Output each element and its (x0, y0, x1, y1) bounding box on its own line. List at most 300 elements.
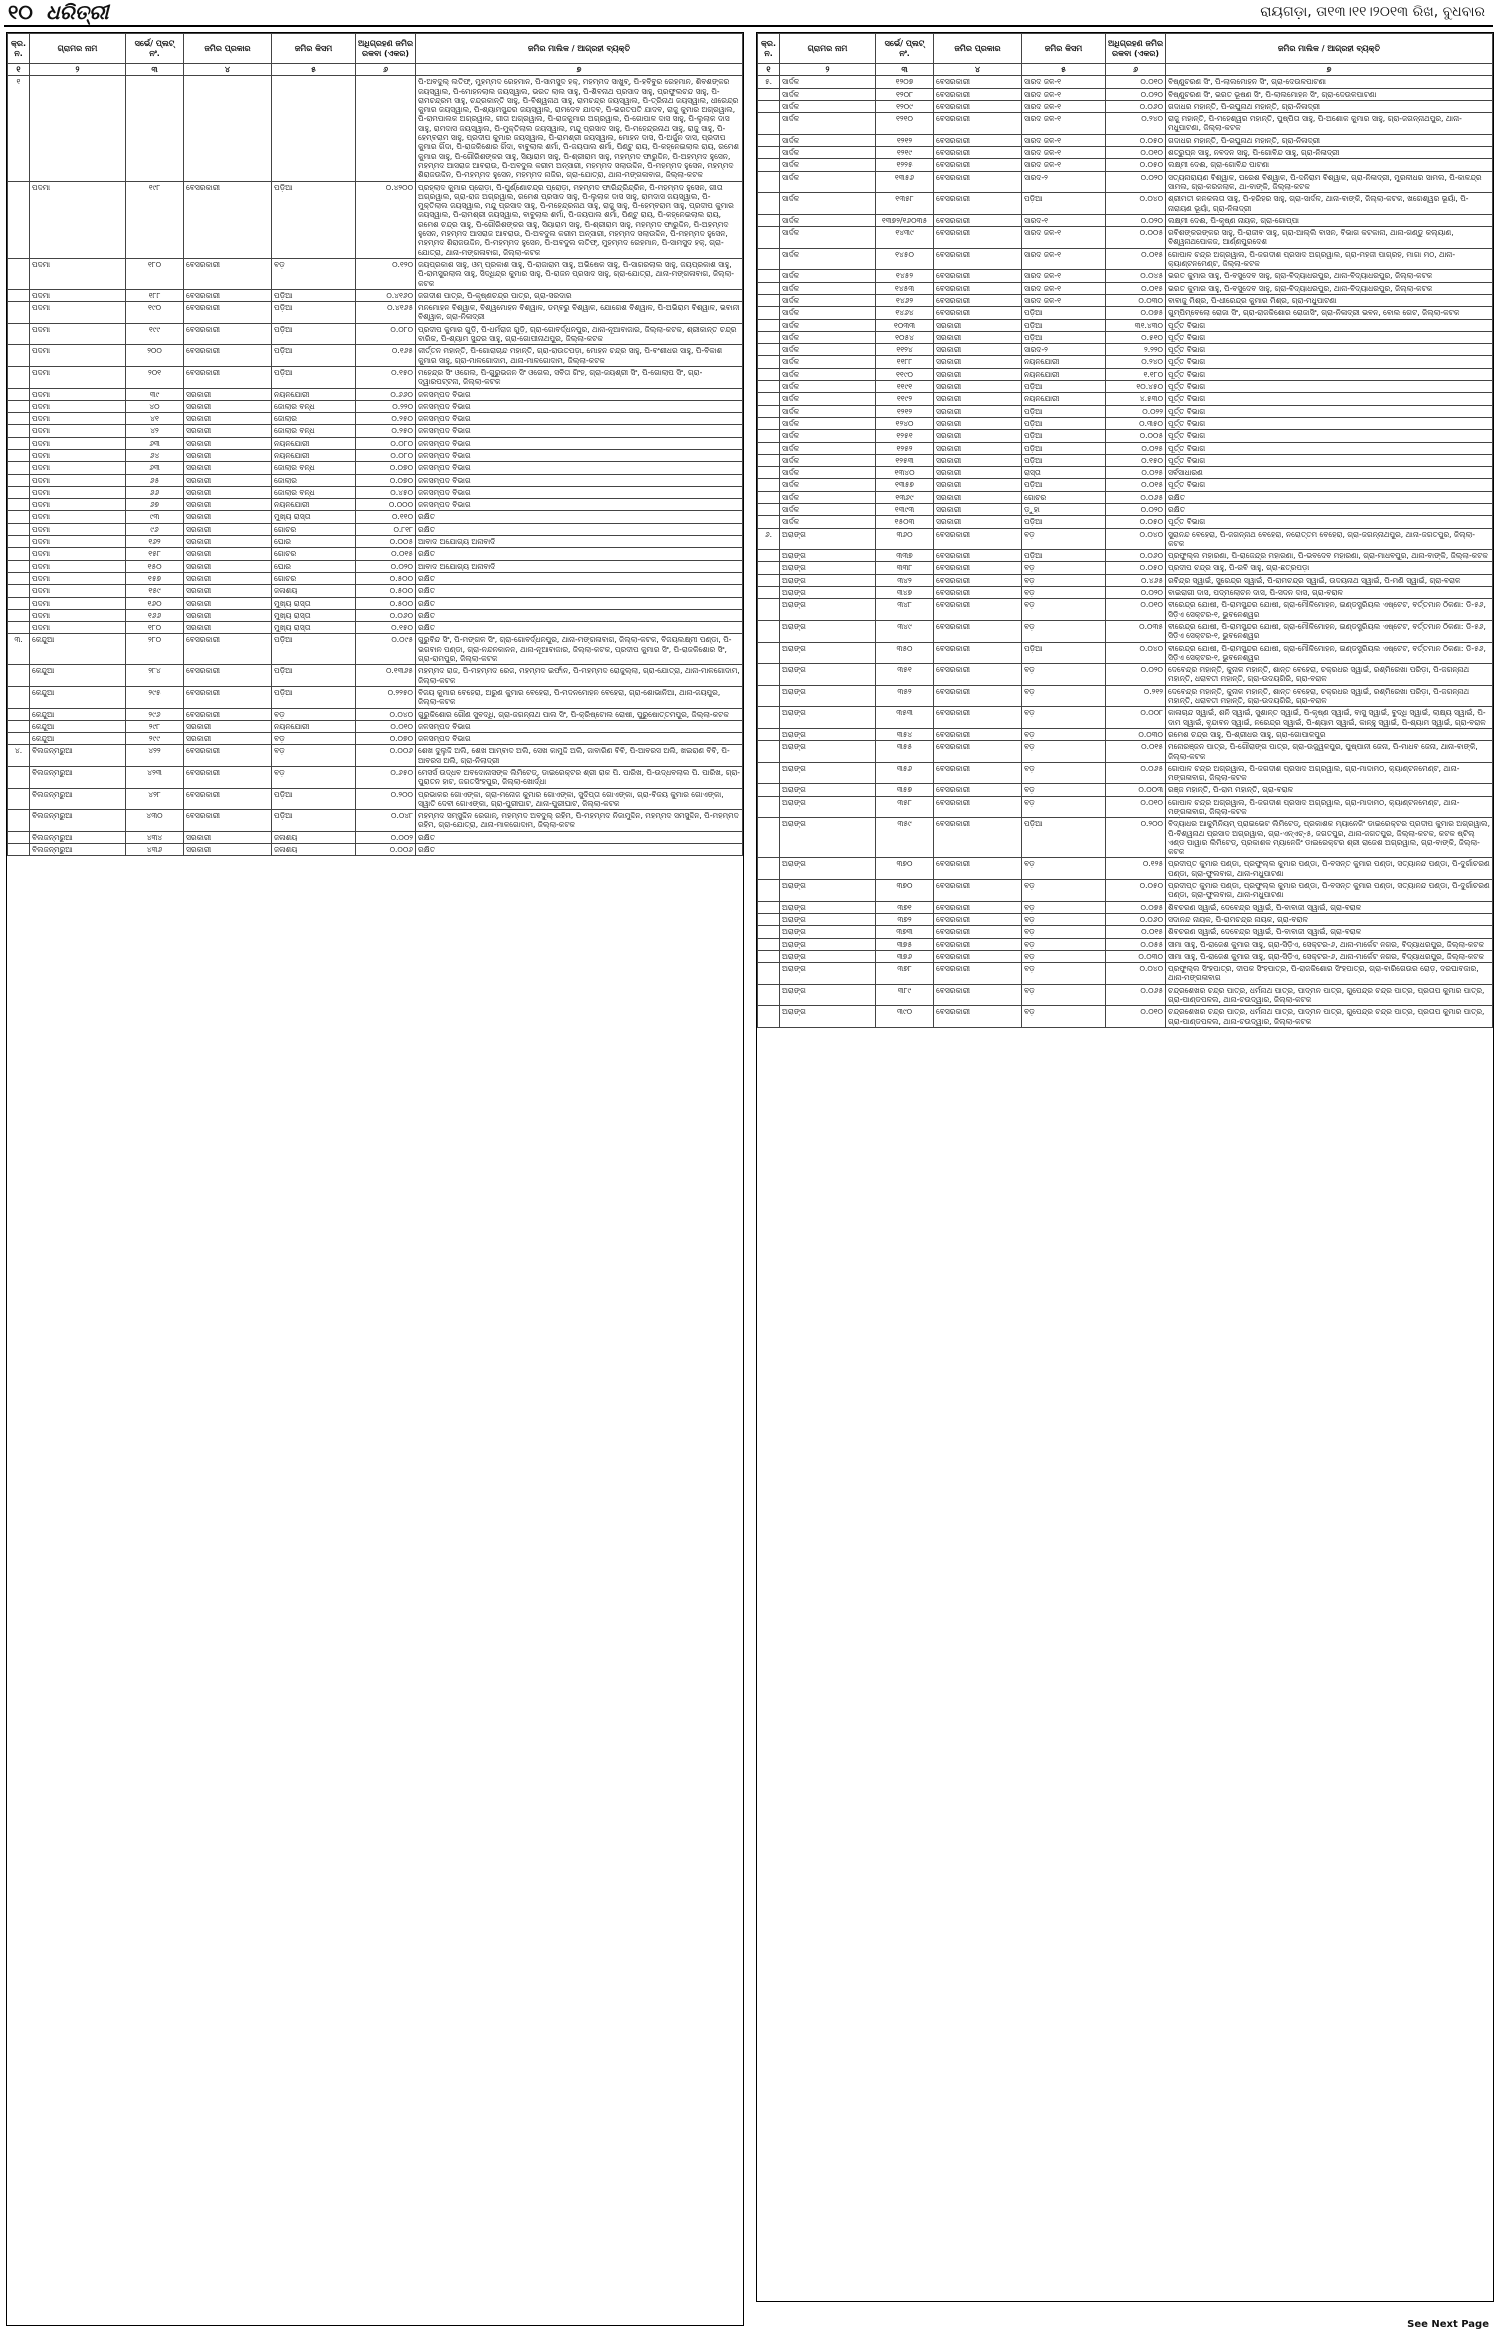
table-row (8, 400, 743, 412)
cell-kisam: ପଡ଼ିଆ (272, 686, 356, 708)
cell-serial (758, 926, 780, 938)
cell-village: କେନ୍ଦୁଆ (30, 720, 126, 732)
cell-serial (758, 620, 780, 642)
cell-owner: ପ୍ରଦୀପ କୁମାର ଗୁଡ଼ି, ପି-ଧର୍ମରାଜ ଗୁଡ଼ି, ଗ୍ରା-ଗୋବର୍ଦ୍ଧନପୁର, ଥାନା-ନୂଆବାଜାର, ଜିଲ୍ଲା-କଟକ, ଶ୍ରୀକାନ୍ତ ଚନ୍ଦ୍ର ବାରିକ, ପି-ଶ୍ୟାମ ସୁନ୍ଦର ସାହୁ, ଗ୍ରା-ଗୋପୀନାଥପୁର, ଜିଲ୍ଲା-କଟକ (416, 323, 743, 345)
cell-plot: ୬୭ (126, 499, 184, 511)
cell-area: ୦.୨୧୨ (1106, 685, 1166, 707)
table-row (8, 686, 743, 708)
cell-village: ସାର୍ଦଳ (780, 214, 876, 226)
cell-village: କେନ୍ଦୁଆ (30, 733, 126, 745)
cell-serial (758, 587, 780, 599)
table-row (758, 574, 1493, 586)
cell-plot: ୧୩୫୮ (876, 193, 934, 215)
cell-kisam: ପଡ଼ିଆ (1022, 417, 1106, 429)
cell-owner: ପୂର୍ତ୍ତ ବିଭାଗ (1166, 368, 1493, 380)
cell-land-type: ବେସରକାରୀ (934, 574, 1022, 586)
header-land-type: ଜମିର ପ୍ରକାର (184, 34, 272, 64)
cell-owner: ପୂର୍ତ୍ତ ବିଭାଗ (1166, 442, 1493, 454)
cell-plot: ୧୧୯୦ (876, 368, 934, 380)
cell-kisam: ବଡ଼ (1022, 858, 1106, 880)
cell-area: ୦.୦୨୦ (1106, 88, 1166, 100)
cell-owner: ରକ୍ଷିତ (416, 831, 743, 843)
cell-area: ୦.୫୧୦ (1106, 331, 1166, 343)
cell-owner: ପ୍ରଭାକର ଗୋଏଙ୍କା, ଗ୍ରା-ମନୋଜ କୁମାର ଗୋଏଙ୍କା, ସୁଦିପ୍ତା ଗୋଏଙ୍କା, ଗ୍ରା-ବିଜୟ କୁମାର ଗୋଏଙ୍କା, ସ୍ୱାତି ଦେବୀ ଗୋଏଙ୍କା, ଗ୍ରା-ପୁରୀଘାଟ, ଥାନା-ପୁରୀଘାଟ, ଜିଲ୍ଲା-କଟକ (416, 788, 743, 810)
cell-village: ପଦମା (30, 413, 126, 425)
cell-village: ସାର୍ଦଳ (780, 88, 876, 100)
cell-village: ପଦମା (30, 523, 126, 535)
cell-kisam: ଗୋଚର (272, 572, 356, 584)
cell-village: ଅରାଙ୍ଗ (780, 562, 876, 574)
cell-village: ସାର୍ଦଳ (780, 417, 876, 429)
table-row (8, 585, 743, 597)
cell-village: ଅରାଙ୍ଗ (780, 574, 876, 586)
cell-serial (758, 307, 780, 319)
cell-plot: ୩୫୫ (876, 741, 934, 763)
cell-village: ପଦମା (30, 499, 126, 511)
cell-land-type: ସରକାରୀ (934, 430, 1022, 442)
cell-serial (8, 323, 30, 345)
cell-village: ସାର୍ଦଳ (780, 454, 876, 466)
cell-serial (758, 491, 780, 503)
cell-owner: ପ୍ରଦୀପ୍ତ କୁମାର ପଣ୍ଡା, ପ୍ରଫୁଲ୍ଲ କୁମାର ପଣ୍ଡା, ପି-ବସନ୍ତ କୁମାର ପଣ୍ଡା, ସତ୍ୟାନନ୍ଦ ପଣ୍ଡା, ପି-ଦୁର୍ଗାଚରଣ ପଣ୍ଡା, ଗ୍ରା-ଫୁଲବାଗ, ଥାନା-ମଧୁପାଟଣା (1166, 880, 1493, 902)
cell-kisam: ନୟନଯୋରୀ (1022, 368, 1106, 380)
cell-plot: ୨୮୪ (126, 665, 184, 687)
table-row (758, 294, 1493, 306)
cell-owner: ଗୁରୁବିନ୍ଦ ସିଂ, ପି-ମଙ୍ଗଳ ସିଂ, ଗ୍ରା-ଗୋବର୍ଦ୍ଧନପୁର, ଥାନା-ମଙ୍ଗଳାବାଗ, ଜିଲ୍ଲା-କଟକ, ବିଜୟଲକ୍ଷ୍ମୀ ପଣ୍ଡା, ପି-ଭଗବାନ ପଣ୍ଡା, ଗ୍ରା-ନନ୍ଦନକାନନ, ଥାନା-ନୂଆବାଜାର, ଜିଲ୍ଲା-କଟକ, ପ୍ରଦୀପ କୁମାର ସିଂ, ପି-ରାଜକିଶୋର ସିଂ, ଗ୍ରା-ରାମପୁର, ଜିଲ୍ଲା-କଟକ (416, 634, 743, 665)
masthead (0, 0, 1497, 24)
cell-owner: ପୂର୍ତ୍ତ ବିଭାଗ (1166, 331, 1493, 343)
cell-kisam: ରାସ୍ତା (1022, 467, 1106, 479)
cell-kisam (272, 76, 356, 181)
cell-land-type: ବେସରକାରୀ (934, 950, 1022, 962)
table-row (758, 100, 1493, 112)
cell-serial (758, 741, 780, 763)
cell-kisam: ପଡ଼ିଆ (1022, 307, 1106, 319)
cell-serial (758, 171, 780, 193)
cell-owner: ଗୋପାଳ ଚନ୍ଦ୍ର ଅଗ୍ରୱାଲ, ପି-ଜଗଦୀଶ ପ୍ରସାଦ ଅଗ୍ରୱାଲ, ଗ୍ରା-ମାଦାମଠ, କ୍ୟାଣ୍ଟନମେଣ୍ଟ, ଥାନା-ମଙ୍ଗଳାବାଗ, ଜିଲ୍ଲା-କଟକ (1166, 762, 1493, 784)
cell-owner: ରବିନ୍ଦ୍ର ସ୍ୱାଇଁ, ସୁରେନ୍ଦ୍ର ସ୍ୱାଇଁ, ପି-ରାମଚନ୍ଦ୍ର ସ୍ୱାଇଁ, ଉଦୟନାଥ ସ୍ୱାଇଁ, ପି-ମଣି ସ୍ୱାଇଁ, ଗ୍ରା-ବରାଳ (1166, 574, 1493, 586)
right-column (756, 32, 1494, 2302)
cell-plot: ୩୫୩ (876, 707, 934, 729)
table-header-row (8, 34, 743, 64)
column-number-row (758, 64, 1493, 76)
cell-village: ପଦମା (30, 258, 126, 289)
cell-land-type: ସରକାରୀ (934, 503, 1022, 515)
cell-area: ୦.୧୨୦ (356, 258, 416, 289)
cell-kisam: ଜଳାଶୟ (272, 585, 356, 597)
table-row (8, 560, 743, 572)
cell-area: ୦.୦୫୦ (1106, 562, 1166, 574)
cell-village: ସାର୍ଦଳ (780, 368, 876, 380)
cell-kisam: ବଡ଼ (1022, 938, 1106, 950)
cell-owner: ଶିବଚରଣ ସ୍ୱାଇଁ, ଦେବେନ୍ଦ୍ର ସ୍ୱାଇଁ, ପି-ବାବାଜୀ ସ୍ୱାଇଁ, ଗ୍ରା-ବରାଳ (1166, 926, 1493, 938)
cell-area: ୦.୦୨୦ (1106, 171, 1166, 193)
cell-kisam: ପଡ଼ିଆ (1022, 642, 1106, 664)
cell-land-type: ବେସରକାରୀ (934, 100, 1022, 112)
cell-village: ଅରାଙ୍ଗ (780, 938, 876, 950)
cell-area: ୦.୫୦୦ (356, 585, 416, 597)
cell-plot: ୧୫୦୩ (876, 516, 934, 528)
cell-area: ୦.୦୬୦ (356, 609, 416, 621)
cell-serial (8, 686, 30, 708)
table-row (758, 685, 1493, 707)
cell-owner: ଜଳସମ୍ପଦ ବିଭାଗ (416, 720, 743, 732)
cell-kisam: ବଡ଼ (272, 708, 356, 720)
cell-kisam: ସାରଦ ଜଳ-୧ (1022, 76, 1106, 88)
cell-kisam: ନୟନଯୋରୀ (272, 437, 356, 449)
cell-owner: ଲକ୍ଷ୍ମୀ ଦେଈ, ପି-କୃଷ୍ଣ ନାୟକ, ଗ୍ରା-ଗୋପ୍ପା (1166, 214, 1493, 226)
column-number: ୬ (356, 64, 416, 76)
cell-land-type: ବେସରକାରୀ (934, 664, 1022, 686)
cell-kisam: ମୁଖ୍ୟ ରାସ୍ତା (272, 609, 356, 621)
cell-land-type: ବେସରକାରୀ (184, 366, 272, 388)
cell-village: ଅରାଙ୍ଗ (780, 685, 876, 707)
cell-owner: ପୂର୍ତ୍ତ ବିଭାଗ (1166, 516, 1493, 528)
table-row (8, 474, 743, 486)
cell-village: ପଦମା (30, 425, 126, 437)
cell-kisam: ନୟନଯୋରୀ (272, 449, 356, 461)
cell-land-type: ବେସରକାରୀ (184, 289, 272, 301)
cell-land-type: ସରକାରୀ (184, 486, 272, 498)
cell-owner: ଜଳସମ୍ପଦ ବିଭାଗ (416, 413, 743, 425)
cell-plot: ୩୯୦ (876, 1006, 934, 1028)
table-row (758, 193, 1493, 215)
cell-area: ୦.୪୧୬୫ (356, 302, 416, 324)
cell-land-type: ସରକାରୀ (184, 536, 272, 548)
cell-serial (758, 319, 780, 331)
cell-area: ୦.୦୦୫ (356, 536, 416, 548)
cell-area: ୦.୦୩୦ (1106, 294, 1166, 306)
cell-serial (8, 788, 30, 810)
column-number: ୧ (8, 64, 30, 76)
cell-kisam: ଘୋର (272, 560, 356, 572)
cell-land-type: ବେସରକାରୀ (934, 741, 1022, 763)
cell-plot: ୧୩୪୦ (876, 467, 934, 479)
cell-area: ୦.୨୨୫୦ (356, 686, 416, 708)
cell-area: ୦.୧୫୦ (356, 622, 416, 634)
cell-land-type: ସରକାରୀ (184, 609, 272, 621)
cell-serial (758, 784, 780, 796)
cell-plot: ୪୩୪ (126, 831, 184, 843)
cell-village: ପଦମା (30, 449, 126, 461)
cell-kisam: ଜୋଲାର ବନ୍ଧ (272, 400, 356, 412)
cell-owner: ପୂର୍ତ୍ତ ବିଭାଗ (1166, 319, 1493, 331)
cell-kisam: ସାରଦ ଜଳ-୧ (1022, 282, 1106, 294)
cell-kisam: ପଡ଼ିଆ (272, 788, 356, 810)
cell-plot: ୩୭୦ (876, 858, 934, 880)
cell-land-type: ସରକାରୀ (934, 516, 1022, 528)
cell-area: ୦.୦୭୦ (356, 733, 416, 745)
cell-kisam: ସାରଦ ଜଳ-୧ (1022, 270, 1106, 282)
cell-kisam: ବଡ଼ (1022, 950, 1106, 962)
cell-serial (758, 356, 780, 368)
cell-land-type: ସରକାରୀ (184, 523, 272, 535)
cell-area: ୦.୦୮୦ (356, 437, 416, 449)
table-row (758, 858, 1493, 880)
cell-kisam: ପଡ଼ିଆ (272, 181, 356, 258)
table-row (758, 926, 1493, 938)
cell-serial (8, 366, 30, 388)
cell-village: ଅରାଙ୍ଗ (780, 858, 876, 880)
cell-land-type: ବେସରକାରୀ (934, 926, 1022, 938)
cell-village: ପଦମା (30, 572, 126, 584)
cell-serial (8, 585, 30, 597)
cell-area: ୦.୦୬୦ (1106, 550, 1166, 562)
cell-area: ୦.୦୧୫ (1106, 926, 1166, 938)
cell-village: ପଦମା (30, 486, 126, 498)
table-row (8, 486, 743, 498)
cell-area: ୦.୦୪୦ (1106, 193, 1166, 215)
cell-owner: ରବିଶଙ୍କରଙ୍କର ସାହୁ, ପି-ରାଜୀବ ସାହୁ, ଗ୍ରା-ଆଲ୍ଲି ବାସନ, ବିଭାଗ କଟକାନା, ଥାନା-ଗଣ୍ଡୁ କଲ୍ୟାଣ, ବିଶ୍ୱନାଥପୋକଜ, ଆର୍ଣ୍ଣପୁରଦେଶ (1166, 227, 1493, 249)
cell-owner: ପୂର୍ତ୍ତ ବିଭାଗ (1166, 479, 1493, 491)
cell-serial (8, 474, 30, 486)
cell-owner: ରକ୍ଷିତ (416, 572, 743, 584)
cell-land-type: ବେସରକାରୀ (934, 685, 1022, 707)
cell-plot: ୩୫୭ (876, 784, 934, 796)
cell-plot: ୨୯୮ (126, 720, 184, 732)
cell-area: ୦.୦୮୦ (356, 323, 416, 345)
cell-serial (758, 331, 780, 343)
cell-serial (8, 622, 30, 634)
table-row (758, 88, 1493, 100)
cell-plot: ୧୨୧୦ (876, 113, 934, 135)
cell-serial (758, 950, 780, 962)
cell-area: ୦.୦୭୫ (1106, 307, 1166, 319)
cell-village: ଅରାଙ୍ଗ (780, 599, 876, 621)
cell-kisam: ନୟନଯୋରୀ (272, 720, 356, 732)
table-row (758, 784, 1493, 796)
header-plot: ସର୍ଭେ/ ପ୍ଲଟ୍ ନଂ. (876, 34, 934, 64)
cell-plot: ୧୨୧୯ (876, 147, 934, 159)
cell-owner: ସୀମା ସାହୁ, ପି-ରାଜେଶ କୁମାର ସାହୁ, ଗ୍ରା-ସିଡ଼ିଏ, ସେକ୍ଟର-୬, ଥାନା-ମାର୍କେଟ ନଗର, ବିଦ୍ୟାଧରପୁର, ଜିଲ୍ଲା-କଟକ (1166, 938, 1493, 950)
table-row (758, 741, 1493, 763)
cell-area: ୦.୮୧୮ (356, 523, 416, 535)
cell-kisam: ଜୋଲାର ବନ୍ଧ (272, 462, 356, 474)
table-row (758, 319, 1493, 331)
cell-village: ସାର୍ଦଳ (780, 467, 876, 479)
cell-land-type: ସରକାରୀ (934, 368, 1022, 380)
cell-kisam: ବଡ଼ (1022, 784, 1106, 796)
cell-land-type: ବେସରକାରୀ (934, 227, 1022, 249)
cell-area: ୦.୦୬୫ (1106, 762, 1166, 784)
cell-owner: ମହେନ୍ଦ୍ର ସିଂ ଓଗେଲ, ପି-ଗୁରୁଭଜନ ସିଂ ଓଗେଲ, ସବିତା ଗିଂହ, ଗ୍ରା-ଜୟଶ୍ରୀ ସିଂ, ପି-ଗୋଲାପ ସିଂ, ଗ୍ରା-ଦ୍ୱାରପଟ୍ଟନା, ଜିଲ୍ଲା-କଟକ (416, 366, 743, 388)
cell-plot: ୬୬ (126, 486, 184, 498)
table-row (8, 597, 743, 609)
cell-serial (8, 844, 30, 856)
cell-village: ପଦମା (30, 345, 126, 367)
cell-land-type: ସରକାରୀ (934, 331, 1022, 343)
cell-owner: ଲକ୍ଷ୍ମୀ ଦେଈ, ଗ୍ରା-ଗୋବିନ୍ଦ ପାଟଣା (1166, 159, 1493, 171)
cell-kisam: ପଡ଼ିଆ (1022, 405, 1106, 417)
cell-kisam: ଗୋଚର (1022, 491, 1106, 503)
cell-plot: ୪୩୬ (126, 844, 184, 856)
cell-serial (758, 984, 780, 1006)
cell-plot: ୩୭୨ (876, 913, 934, 925)
header-village: ଗ୍ରାମର ନାମ (780, 34, 876, 64)
table-row (758, 664, 1493, 686)
header-land-type: ଜମିର ପ୍ରକାର (934, 34, 1022, 64)
cell-serial (8, 437, 30, 449)
cell-owner: ରଞ୍ଜ ମହାନ୍ତି, ପି-ରାମ ମହାନ୍ତି, ଗ୍ରା-ବରାଳ (1166, 784, 1493, 796)
cell-owner: ରକ୍ଷିତ (416, 597, 743, 609)
cell-plot: ୩୮୯ (876, 984, 934, 1006)
cell-land-type: ବେସରକାରୀ (934, 270, 1022, 282)
cell-kisam: ପଡ଼ିଆ (1022, 319, 1106, 331)
table-row (758, 642, 1493, 664)
cell-kisam: ପଡ଼ିଆ (1022, 442, 1106, 454)
left-table-body (8, 76, 743, 856)
cell-serial (758, 818, 780, 858)
land-table-right (757, 33, 1493, 1028)
header-serial: କ୍ର. ନ. (758, 34, 780, 64)
cell-serial (758, 454, 780, 466)
cell-area: ୦.୦୦୫ (1106, 227, 1166, 249)
cell-area: ୦.୦୦୫ (1106, 430, 1166, 442)
cell-village: ଅରାଙ୍ଗ (780, 587, 876, 599)
cell-plot: ୧୪୫୩ (876, 282, 934, 294)
cell-plot: ୩୭୧ (876, 901, 934, 913)
column-number: ୭ (416, 64, 743, 76)
cell-plot: ୩୬୦ (876, 528, 934, 550)
cell-plot: ୧୨୦୮ (876, 88, 934, 100)
cell-village: ଅରାଙ୍ଗ (780, 901, 876, 913)
cell-plot: ୩୫୨ (876, 685, 934, 707)
cell-village: ପଦମା (30, 474, 126, 486)
cell-plot: ୧୦୩୩ (876, 319, 934, 331)
cell-owner: ଚନ୍ଦ୍ରଶେଖର ଚନ୍ଦ୍ର ପାତ୍ର, ଧର୍ମନାଥ ପାତ୍ର, ପାଦ୍ମନ ପାତ୍ର, ଗୁପେନ୍ଦ୍ର ଚନ୍ଦ୍ର ପାତ୍ର, ପ୍ରତାପ କୁମାର ପାତ୍ର, ଗ୍ରା-ପାଣ୍ଡପଳଲ, ଥାନା-ଚଉଦ୍ୱାର, ଜିଲ୍ଲା-କଟକ (1166, 1006, 1493, 1028)
cell-land-type: ସରକାରୀ (934, 356, 1022, 368)
cell-land-type: ବେସରକାରୀ (934, 762, 1022, 784)
cell-plot: ୧୨୫୩ (876, 454, 934, 466)
cell-owner: ଜଳସମ୍ପଦ ବିଭାଗ (416, 486, 743, 498)
cell-plot: ୧୪୬୨ (876, 294, 934, 306)
cell-plot: ୪୦ (126, 400, 184, 412)
table-row (758, 344, 1493, 356)
cell-kisam: ବଡ଼ (1022, 620, 1106, 642)
cell-plot: ୩୫୬ (876, 762, 934, 784)
cell-plot: ୩୭୩ (876, 926, 934, 938)
table-row (758, 417, 1493, 429)
cell-serial (758, 159, 780, 171)
cell-owner: ଜଳସମ୍ପଦ ବିଭାଗ (416, 499, 743, 511)
cell-serial (758, 1006, 780, 1028)
table-row (758, 479, 1493, 491)
cell-serial (758, 901, 780, 913)
table-row (758, 796, 1493, 818)
cell-village: ସାର୍ଦଳ (780, 159, 876, 171)
cell-serial (8, 523, 30, 535)
table-row (8, 523, 743, 535)
cell-serial (758, 467, 780, 479)
table-row (8, 181, 743, 258)
cell-area: ୦.୪୨୦୦ (356, 181, 416, 258)
cell-owner: ଦେବେନ୍ଦ୍ର ମହାନ୍ତି, କୁନାଳ ମହାନ୍ତି, ଶାନ୍ତ ବେହେରା, ଚକ୍ରଧର ସ୍ୱାଇଁ, ରଶ୍ମିରେଖା ପରିଡ଼ା, ପି-ଜଗନ୍ନାଥ ମହାନ୍ତି, ଧରାବତୀ ମହାନ୍ତି, ଗ୍ରା-ଉଦୟଗିରି, ଗ୍ରା-ବରାଳ (1166, 664, 1493, 686)
cell-kisam: ସାରଦ-୧ (1022, 214, 1106, 226)
cell-kisam: ବଡ଼ (1022, 562, 1106, 574)
cell-kisam: ପଡ଼ିଆ (1022, 454, 1106, 466)
cell-land-type: ବେସରକାରୀ (934, 1006, 1022, 1028)
table-row (758, 938, 1493, 950)
table-row (758, 159, 1493, 171)
cell-land-type: ସରକାରୀ (184, 437, 272, 449)
cell-area: ୦.୦୯୫ (356, 634, 416, 665)
cell-serial (8, 708, 30, 720)
cell-area: ୦.୦୩୦ (1106, 950, 1166, 962)
cell-kisam: ପଡ଼ିଆ (1022, 430, 1106, 442)
cell-area: ୦.୧୩୬୫ (356, 665, 416, 687)
cell-owner: ଭରତ କୁମାର ସାହୁ, ପି-ବସୁଦେବ ସାହୁ, ଗ୍ରା-ବିଦ୍ୟାଧରପୁର, ଥାନା-ବିଦ୍ୟାଧରପୁର, ଜିଲ୍ଲା-କଟକ (1166, 270, 1493, 282)
table-row (8, 572, 743, 584)
table-row (758, 454, 1493, 466)
cell-plot: ୬୩ (126, 462, 184, 474)
cell-kisam: ବଡ଼ (1022, 1006, 1106, 1028)
cell-area: ୦.୫୦୦ (356, 572, 416, 584)
cell-serial (758, 599, 780, 621)
cell-plot: ୧୬୦ (126, 597, 184, 609)
cell-land-type: ବେସରକାରୀ (934, 214, 1022, 226)
cell-area: ୨.୨୨୦ (1106, 344, 1166, 356)
cell-owner: ବିଦ୍ୟାଧର ଆକୁମିନିୟମ୍ ପ୍ରାଇଭେଟ ଲିମିଟେଡ୍, ପ୍ରକାଶକ ମ୍ୟାନେଜିଂ ଡାଇରେକ୍ଟର ପ୍ରଦୀପ କୁମାର ଅଗ୍ରୱାଲ, ପି-ବିଶ୍ୱନାଥ ପ୍ରସାଦ ଅଗ୍ରୱାଲ, ଗ୍ରା-ଏନ୍‌ଏଚ୍-୫, ଜଗତପୁର, ଥାନା-ଜଗତପୁର, ଜିଲ୍ଲା-କଟକ, କଟକ ଷ୍ଟିଲ୍ ଏଣ୍ଡ ପାୱାର ଲିମିଟେଡ୍, ପ୍ରକାଶକ ମ୍ୟାନେଜିଂ ଡାଇରେକ୍ଟର ଶ୍ରୀ ରାଜେଶ ଅଗ୍ରୱାଲ, ଗ୍ରା-ବାଙ୍କି, ଜିଲ୍ଲା-କଟକ (1166, 818, 1493, 858)
cell-land-type: ବେସରକାରୀ (184, 788, 272, 810)
cell-land-type: ବେସରକାରୀ (934, 620, 1022, 642)
table-row (758, 227, 1493, 249)
cell-land-type: ବେସରକାରୀ (934, 913, 1022, 925)
cell-village: ସାର୍ଦଳ (780, 442, 876, 454)
cell-serial (758, 393, 780, 405)
cell-land-type: ବେସରକାରୀ (934, 113, 1022, 135)
cell-owner: ଜଳସମ୍ପଦ ବିଭାଗ (416, 449, 743, 461)
table-row (8, 788, 743, 810)
cell-village: ସାର୍ଦଳ (780, 381, 876, 393)
cell-plot: ୧୯୯ (126, 323, 184, 345)
cell-village: ସାର୍ଦଳ (780, 76, 876, 88)
table-row (758, 214, 1493, 226)
cell-area: ୦.୦୨୫ (1106, 442, 1166, 454)
cell-land-type: ସରକାରୀ (934, 454, 1022, 466)
cell-village: ସାର୍ଦଳ (780, 307, 876, 319)
cell-serial: ୪. (8, 745, 30, 767)
cell-kisam: ବଡ଼ (1022, 685, 1106, 707)
column-number: ୨ (780, 64, 876, 76)
cell-land-type: ସରକାରୀ (184, 413, 272, 425)
cell-serial (758, 516, 780, 528)
cell-serial (758, 368, 780, 380)
cell-village: ଅରାଙ୍ଗ (780, 963, 876, 985)
cell-serial (8, 560, 30, 572)
cell-land-type: ସରକାରୀ (184, 585, 272, 597)
cell-serial (8, 511, 30, 523)
table-row (758, 728, 1493, 740)
cell-kisam: ବଡ଼ (272, 733, 356, 745)
cell-land-type: ସରକାରୀ (184, 733, 272, 745)
cell-serial (8, 665, 30, 687)
cell-owner: ପୂର୍ତ୍ତ ବିଭାଗ (1166, 393, 1493, 405)
cell-area: ୩୧.୪୩୦ (1106, 319, 1166, 331)
cell-area: ୦.୦୦୦ (356, 499, 416, 511)
cell-land-type: ସରକାରୀ (184, 560, 272, 572)
cell-plot: ୩୩୭ (876, 550, 934, 562)
table-row (8, 511, 743, 523)
cell-area: ୦.୦୧୫ (1106, 282, 1166, 294)
cell-land-type: ସରକାରୀ (934, 405, 1022, 417)
cell-plot: ୧୨୪୦ (876, 417, 934, 429)
table-row (8, 462, 743, 474)
cell-serial (8, 609, 30, 621)
cell-plot: ୩୫୪ (876, 728, 934, 740)
cell-plot: ୧୯୦ (126, 302, 184, 324)
cell-village: ପଦମା (30, 181, 126, 258)
masthead-rule (4, 25, 1493, 27)
